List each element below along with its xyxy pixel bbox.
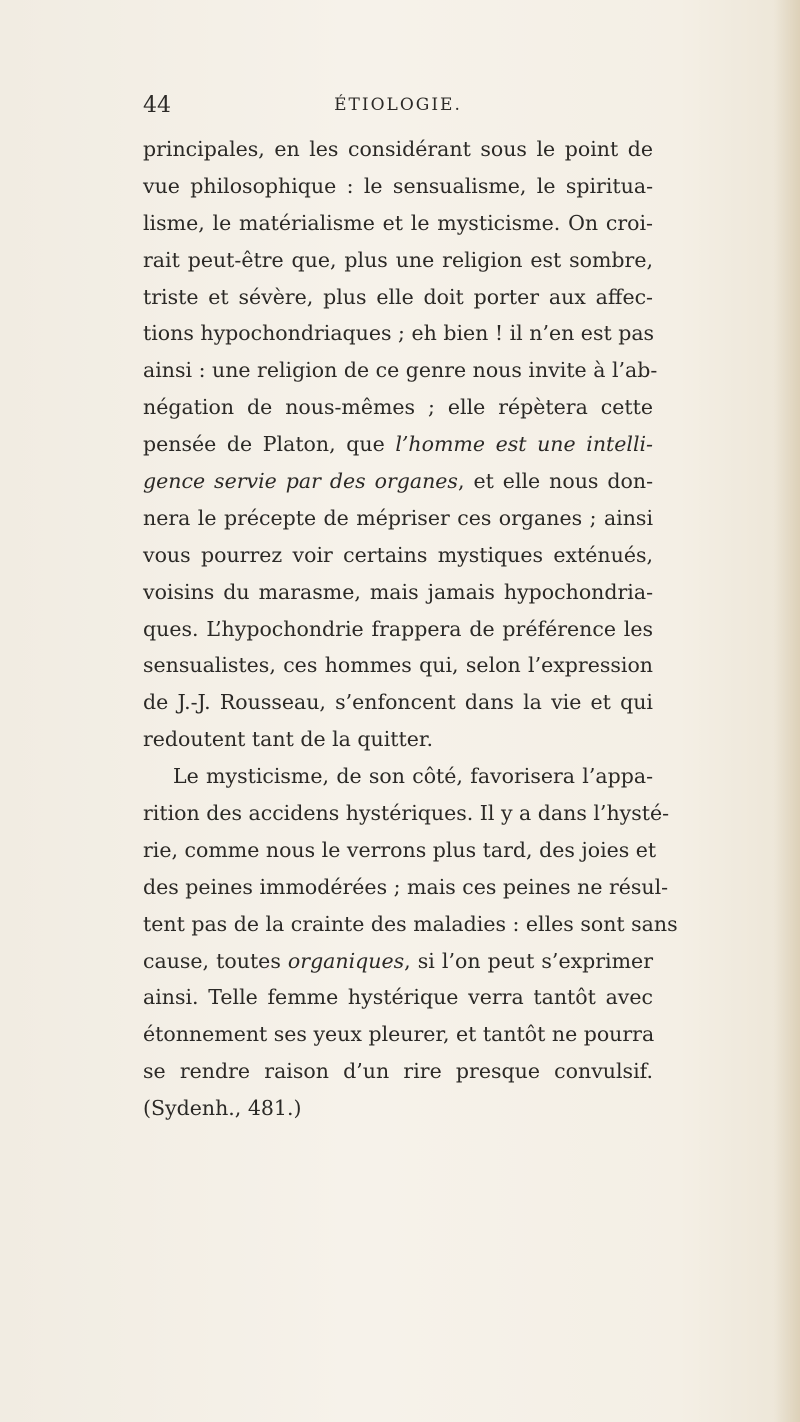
- text-line: [143, 168, 653, 205]
- text-line: [143, 906, 678, 943]
- text-segment: nera le précepte de mépriser ces organes ; ainsi: [143, 505, 653, 530]
- text-segment: se rendre raison d’un rire presque convulsif.: [143, 1059, 653, 1084]
- text-segment: sensualistes, ces hommes qui, selon l’expression: [143, 653, 653, 678]
- text-line: [143, 500, 653, 537]
- text-segment: rait peut-être que, plus une religion est sombre,: [143, 247, 653, 272]
- text-segment: principales, en les considérant sous le point de: [143, 137, 653, 161]
- text-line: [143, 684, 653, 721]
- italic-text: l’homme est une intelli-: [395, 432, 653, 457]
- text-segment: vous pourrez voir certains mystiques exténués,: [143, 542, 653, 567]
- text-segment: étonnement ses yeux pleurer, et tantôt ne pourra: [143, 1022, 655, 1047]
- page-number: 44: [143, 93, 171, 118]
- text-line: [143, 1053, 653, 1090]
- text-segment: ques. L’hypochondrie frappera de préférence les: [143, 616, 653, 641]
- italic-text: gence servie par des organes: [143, 469, 458, 494]
- text-line: [143, 574, 653, 611]
- page-header: [143, 93, 653, 129]
- text-line: [143, 463, 653, 500]
- text-line: [143, 611, 653, 648]
- text-segment: tent pas de la crainte des maladies : elles sont sans: [143, 911, 678, 936]
- text-segment: (Sydenh., 481.): [143, 1096, 302, 1121]
- text-segment: cause, toutes: [143, 948, 288, 973]
- text-line: [143, 205, 653, 242]
- text-line: [143, 795, 670, 832]
- page-edge-shadow: [774, 0, 800, 1422]
- text-line: [143, 832, 657, 869]
- text-segment: , si l’on peut s’exprimer: [404, 948, 653, 973]
- text-segment: rie, comme nous le verrons plus tard, des joies et: [143, 837, 657, 862]
- body-text: [143, 131, 678, 1127]
- text-line: [143, 647, 653, 684]
- text-line: [143, 537, 653, 574]
- text-segment: voisins du marasme, mais jamais hypochondria-: [143, 579, 653, 604]
- text-segment: triste et sévère, plus elle doit porter aux affec-: [143, 284, 653, 309]
- text-segment: pensée de Platon, que: [143, 432, 396, 457]
- text-line: [143, 315, 653, 352]
- text-segment: de J.-J. Rousseau, s’enfoncent dans la vie et qui: [143, 690, 653, 715]
- text-line: [143, 1090, 653, 1127]
- text-line: [143, 869, 669, 906]
- text-line: [143, 352, 658, 389]
- italic-text: organiques: [287, 948, 405, 973]
- running-title: ÉTIOLOGIE.: [334, 95, 462, 115]
- text-line: [143, 943, 653, 980]
- text-line: [143, 279, 653, 316]
- text-segment: vue philosophique : le sensualisme, le spiritua-: [143, 173, 653, 198]
- text-segment: rition des accidens hystériques. Il y a dans l’hysté-: [143, 801, 670, 826]
- text-segment: , et elle nous don-: [457, 469, 653, 494]
- text-line: [143, 389, 653, 426]
- text-segment: négation de nous-mêmes ; elle répètera cette: [143, 395, 653, 420]
- text-line: [143, 758, 653, 795]
- text-segment: des peines immodérées ; mais ces peines ne résul-: [143, 874, 669, 899]
- text-line: [143, 1016, 653, 1053]
- text-line: [143, 979, 653, 1016]
- text-line: [143, 721, 653, 758]
- text-segment: redoutent tant de la quitter.: [143, 727, 433, 752]
- text-segment: Le mysticisme, de son côté, favorisera l’appa-: [173, 764, 653, 789]
- text-line: [143, 242, 653, 279]
- text-line: [143, 426, 653, 463]
- text-line: [143, 131, 653, 168]
- text-segment: lisme, le matérialisme et le mysticisme. On croi-: [143, 210, 653, 235]
- text-segment: tions hypochondriaques ; eh bien ! il n’en est pas: [143, 321, 655, 346]
- text-segment: ainsi : une religion de ce genre nous invite à l’ab-: [143, 358, 658, 383]
- text-segment: ainsi. Telle femme hystérique verra tantôt avec: [143, 985, 653, 1010]
